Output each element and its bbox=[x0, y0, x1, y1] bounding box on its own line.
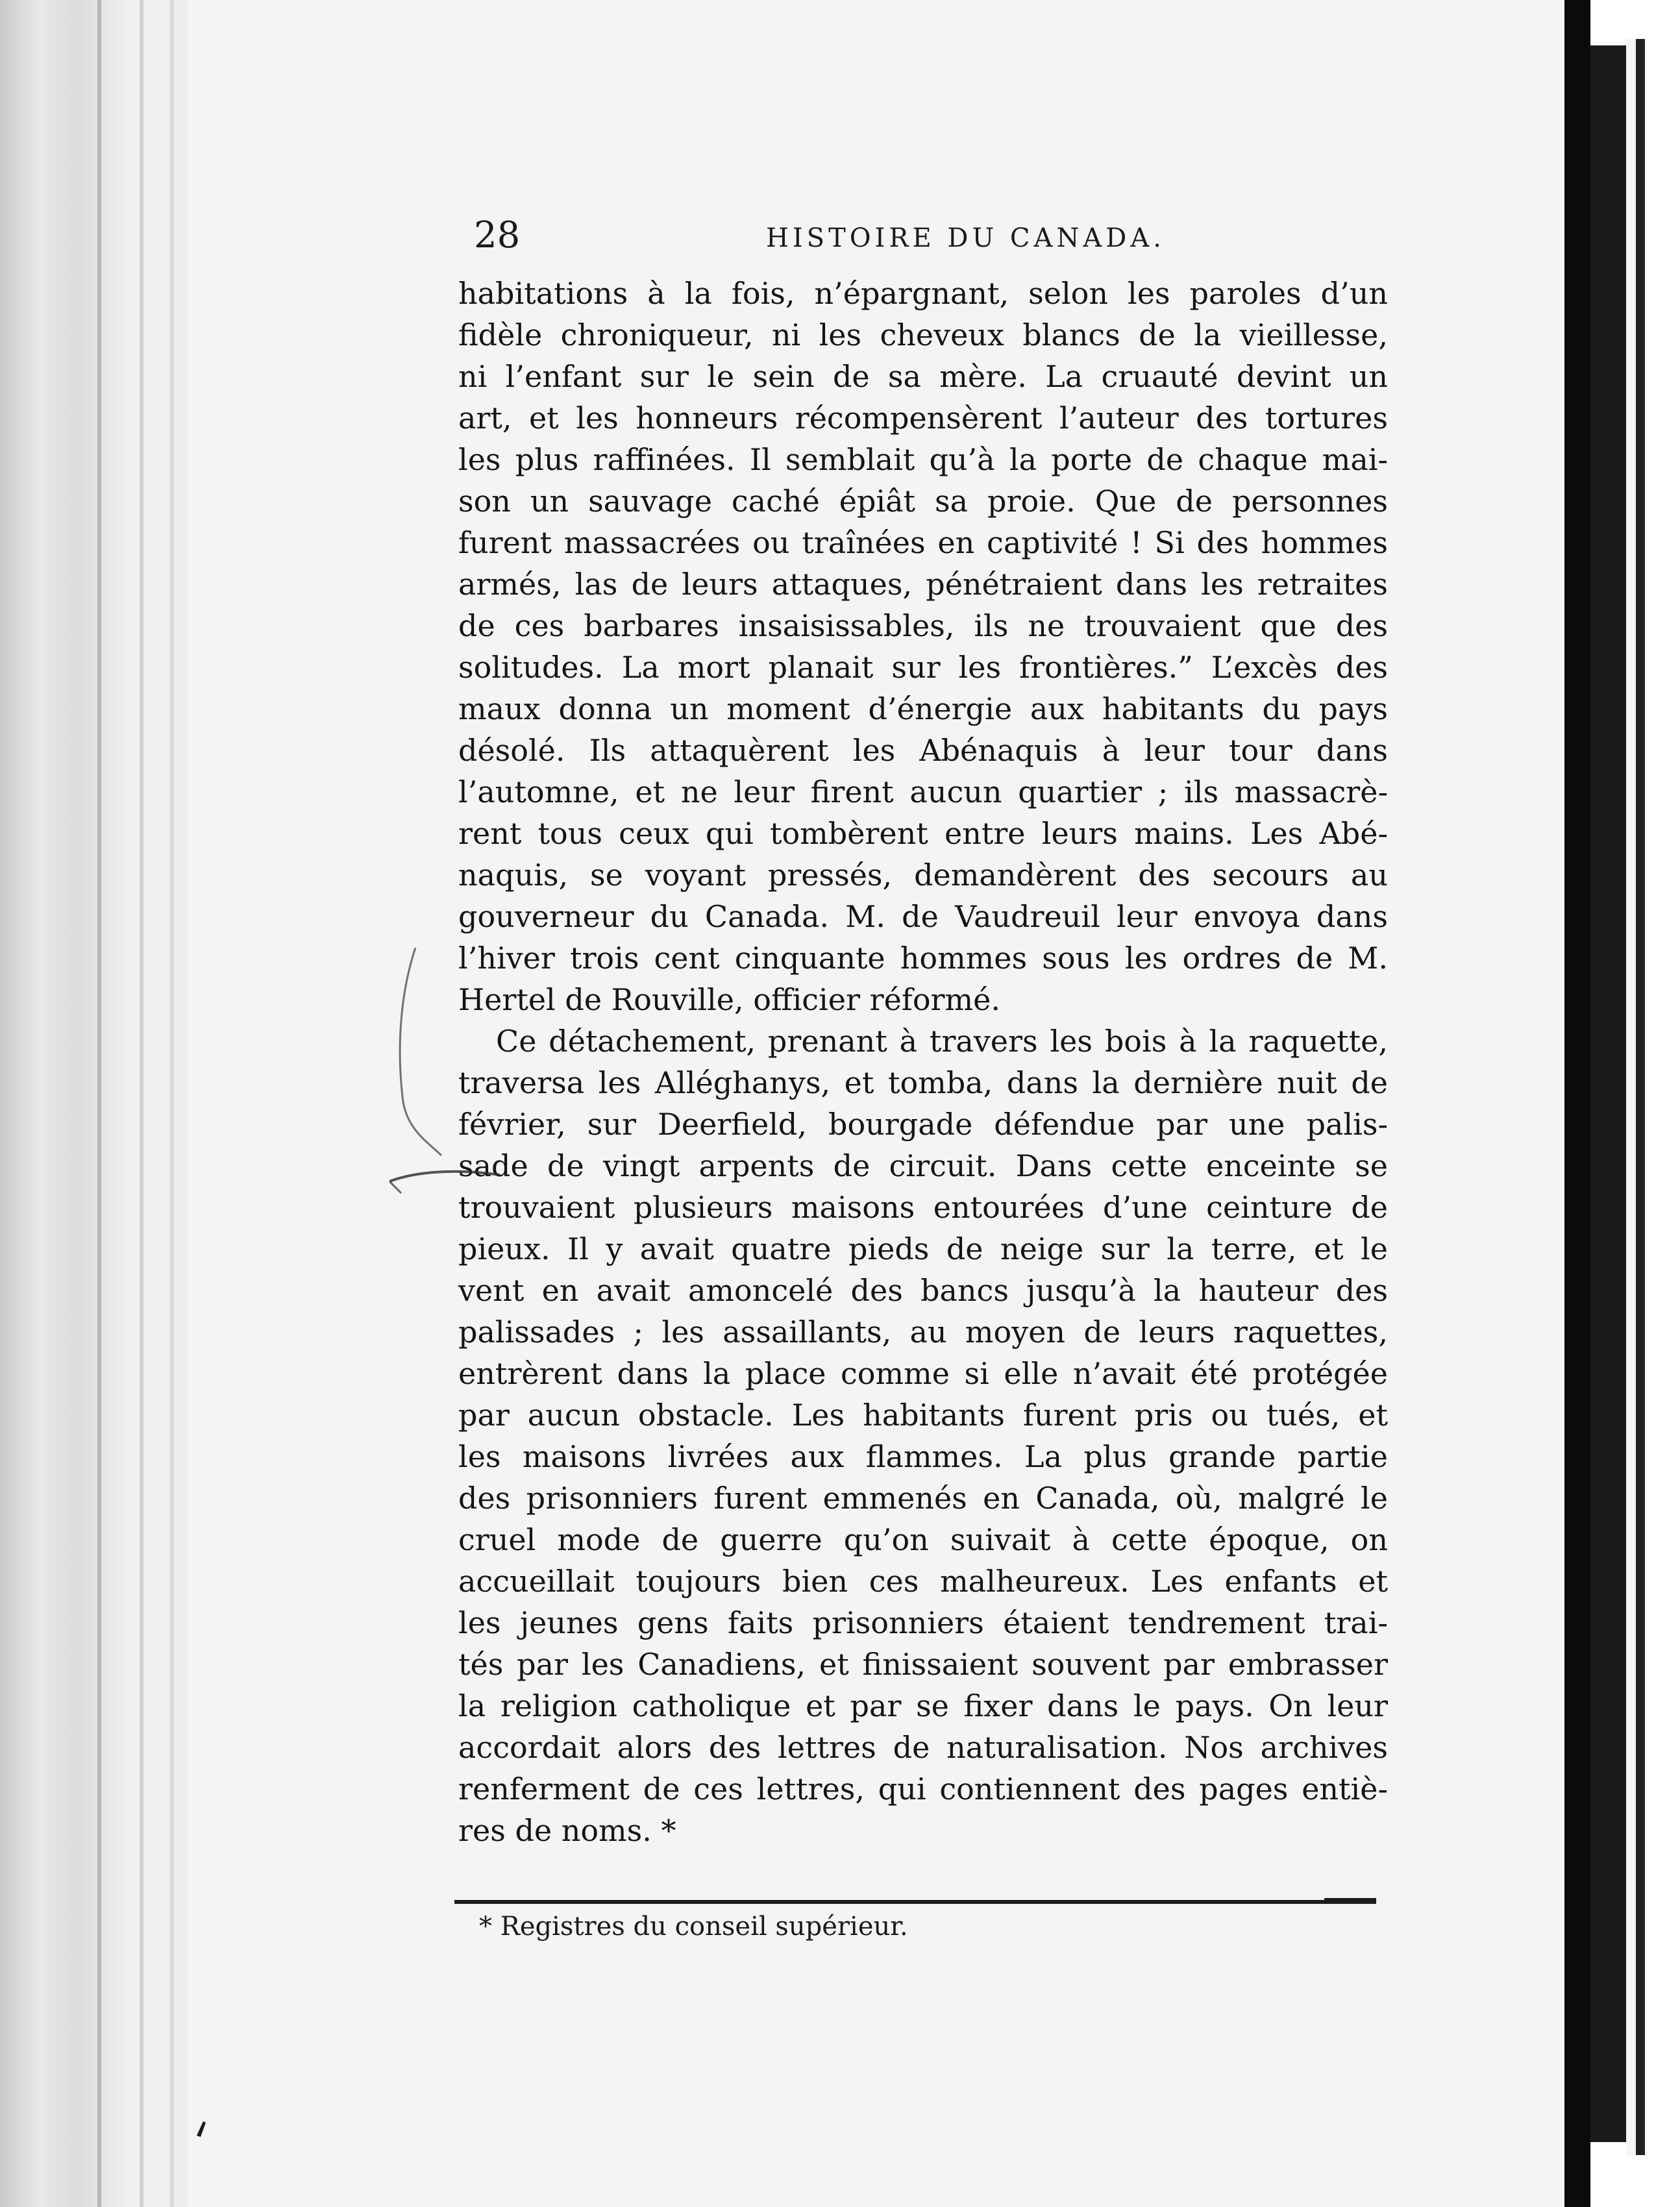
text-line: pieux. Il y avait quatre pieds de neige sur la terre, et le bbox=[458, 1231, 1388, 1266]
page-edge-line bbox=[1636, 39, 1645, 2155]
text-line: habitations à la fois, n’épargnant, selon les paroles d’un bbox=[458, 276, 1388, 311]
running-head bbox=[474, 214, 1577, 266]
text-line: res de noms. * bbox=[458, 1813, 676, 1848]
footnote: * Registres du conseil supérieur. bbox=[479, 1912, 908, 1942]
text-line: gouverneur du Canada. M. de Vaudreuil leur envoya dans bbox=[458, 899, 1388, 934]
page-edge-gap bbox=[1626, 39, 1636, 2155]
binding-line bbox=[97, 0, 101, 2207]
text-line: tés par les Canadiens, et finissaient souvent par embrasser bbox=[458, 1647, 1388, 1682]
text-line: fidèle chroniqueur, ni les cheveux blancs de la vieillesse, bbox=[458, 317, 1388, 352]
text-line: les jeunes gens faits prisonniers étaient tendrement trai- bbox=[458, 1605, 1388, 1640]
page-edge-shadow bbox=[1564, 0, 1590, 2207]
ink-speck bbox=[191, 2116, 217, 2142]
text-line: Ce détachement, prenant à travers les bois à la raquette, bbox=[496, 1024, 1388, 1059]
text-line: de ces barbares insaisissables, ils ne trouvaient que des bbox=[458, 608, 1388, 643]
text-line: entrèrent dans la place comme si elle n’avait été protégée bbox=[458, 1356, 1388, 1391]
text-line: accordait alors des lettres de naturalisation. Nos archives bbox=[458, 1730, 1388, 1765]
text-line: par aucun obstacle. Les habitants furent pris ou tués, et bbox=[458, 1398, 1388, 1433]
text-line: sade de vingt arpents de circuit. Dans cette enceinte se bbox=[458, 1148, 1388, 1183]
footnote-rule bbox=[454, 1900, 1376, 1904]
pencil-annotation-mark bbox=[389, 948, 506, 1207]
text-line: les plus raffinées. Il semblait qu’à la porte de chaque mai- bbox=[458, 442, 1388, 477]
text-line: désolé. Ils attaquèrent les Abénaquis à leur tour dans bbox=[458, 733, 1388, 768]
binding-gutter bbox=[0, 0, 188, 2207]
text-line: rent tous ceux qui tombèrent entre leurs mains. Les Abé- bbox=[458, 816, 1388, 851]
text-line: traversa les Alléghanys, et tomba, dans la dernière nuit de bbox=[458, 1065, 1388, 1100]
text-line: solitudes. La mort planait sur les frontières.” L’excès des bbox=[458, 650, 1388, 685]
text-line: trouvaient plusieurs maisons entourées d’une ceinture de bbox=[458, 1190, 1388, 1225]
text-line: renferment de ces lettres, qui contiennent des pages entiè- bbox=[458, 1771, 1388, 1806]
binding-line bbox=[140, 0, 143, 2207]
text-line: l’automne, et ne leur firent aucun quartier ; ils massacrè- bbox=[458, 774, 1388, 809]
page-number: 28 bbox=[474, 214, 521, 256]
text-line: naquis, se voyant pressés, demandèrent des secours au bbox=[458, 857, 1388, 893]
text-line: art, et les honneurs récompensèrent l’auteur des tortures bbox=[458, 401, 1388, 436]
text-line: cruel mode de guerre qu’on suivait à cette époque, on bbox=[458, 1522, 1388, 1557]
text-line: la religion catholique et par se fixer dans le pays. On leur bbox=[458, 1688, 1388, 1723]
running-title: HISTOIRE DU CANADA. bbox=[766, 223, 1165, 253]
text-line: vent en avait amoncelé des bancs jusqu’à la hauteur des bbox=[458, 1273, 1388, 1308]
text-line: maux donna un moment d’énergie aux habitants du pays bbox=[458, 691, 1388, 726]
text-line: armés, las de leurs attaques, pénétraient dans les retraites bbox=[458, 567, 1388, 602]
text-line: Hertel de Rouville, officier réformé. bbox=[458, 982, 1000, 1017]
text-line: des prisonniers furent emmenés en Canada, où, malgré le bbox=[458, 1481, 1388, 1516]
text-line: furent massacrées ou traînées en captivité ! Si des hommes bbox=[458, 525, 1388, 560]
text-line: son un sauvage caché épiât sa proie. Que de personnes bbox=[458, 484, 1388, 519]
text-line: accueillait toujours bien ces malheureux. Les enfants et bbox=[458, 1564, 1388, 1599]
page-edge-shadow bbox=[1590, 45, 1626, 2142]
body-text bbox=[458, 273, 1388, 1851]
text-line: ni l’enfant sur le sein de sa mère. La cruauté devint un bbox=[458, 359, 1388, 394]
binding-line bbox=[170, 0, 174, 2207]
text-line: les maisons livrées aux flammes. La plus grande partie bbox=[458, 1439, 1388, 1474]
text-line: l’hiver trois cent cinquante hommes sous les ordres de M. bbox=[458, 941, 1388, 976]
text-line: février, sur Deerfield, bourgade défendue par une palis- bbox=[458, 1107, 1388, 1142]
text-line: palissades ; les assaillants, au moyen de leurs raquettes, bbox=[458, 1314, 1388, 1350]
footnote-rule bbox=[1324, 1898, 1376, 1904]
